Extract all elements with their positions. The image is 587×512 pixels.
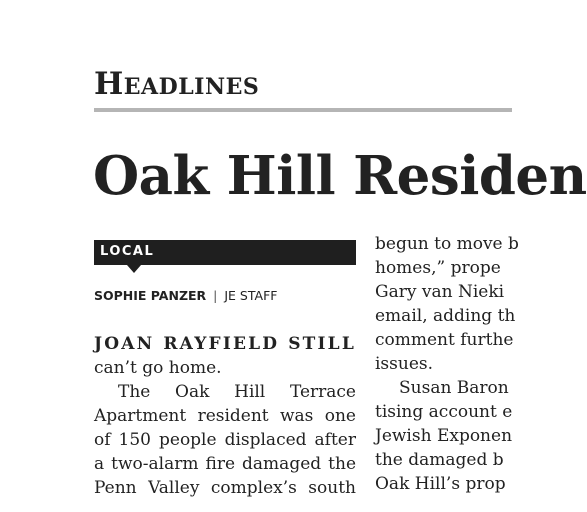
article-column-right [375, 232, 519, 512]
byline-author: SOPHIE PANZER [94, 288, 207, 303]
body-line: Penn Valley complex’s south [94, 478, 356, 498]
body-line: email, adding th [375, 306, 516, 326]
body-line: Apartment resident was one [94, 406, 356, 426]
article-headline: Oak Hill Residen [93, 145, 587, 207]
body-line: The Oak Hill Terrace [118, 382, 356, 402]
section-divider [94, 108, 512, 112]
lead-in-line: JOAN RAYFIELD STILL [94, 334, 356, 354]
byline [94, 288, 277, 303]
body-line: the damaged b [375, 450, 504, 470]
body-line: comment furthe [375, 330, 514, 350]
byline-affiliation: JE STAFF [224, 288, 278, 303]
body-line: Gary van Nieki [375, 282, 505, 302]
body-line: can’t go home. [94, 358, 222, 378]
body-line: Oak Hill’s prop [375, 474, 506, 494]
byline-separator: | [213, 288, 218, 303]
section-title: Headlines [94, 66, 260, 102]
body-line: Jewish Exponen [375, 426, 513, 446]
article-column-left [94, 332, 356, 512]
kicker-label: LOCAL [100, 244, 155, 259]
body-line: Susan Baron [399, 378, 509, 398]
body-line: issues. [375, 354, 434, 374]
body-line: begun to move b [375, 234, 519, 254]
body-line: a two-alarm fire damaged the [94, 454, 356, 474]
kicker-pointer-icon [127, 265, 141, 273]
body-line: homes,” prope [375, 258, 501, 278]
body-line: of 150 people displaced after [94, 430, 356, 450]
body-line: tising account e [375, 402, 513, 422]
section-kicker [94, 240, 356, 265]
